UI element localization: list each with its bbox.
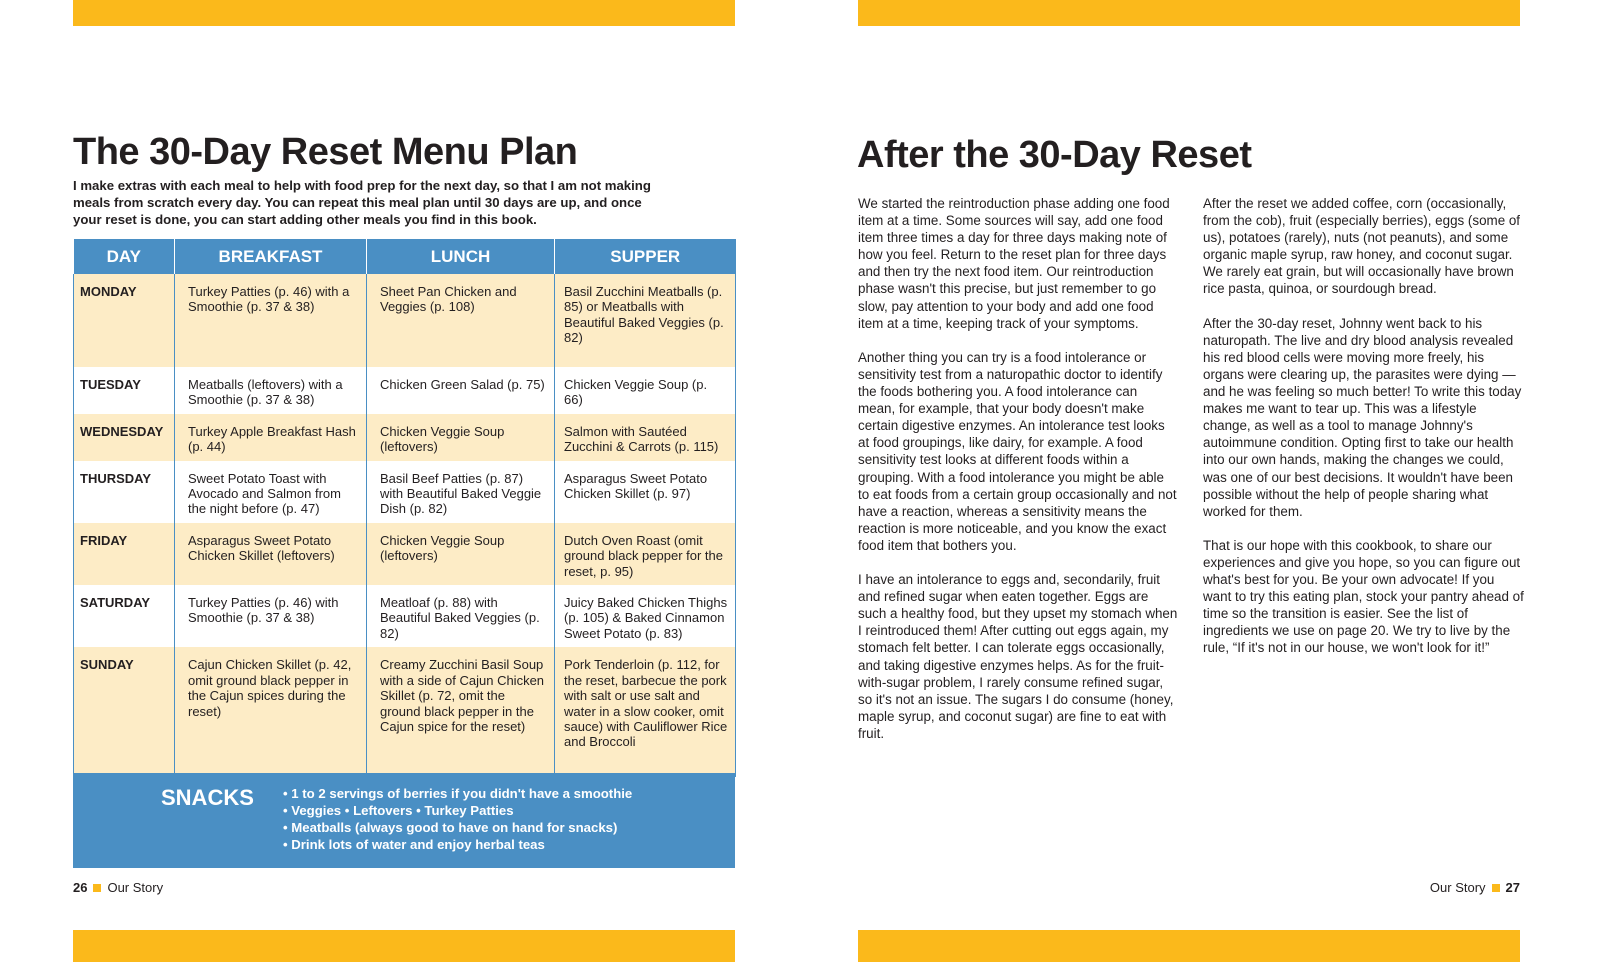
day-cell: SATURDAY	[74, 585, 175, 647]
header-lunch: LUNCH	[367, 239, 555, 274]
day-cell: THURSDAY	[74, 461, 175, 523]
lunch-cell: Sheet Pan Chicken and Veggies (p. 108)	[367, 274, 555, 367]
text-column-1	[858, 195, 1178, 759]
breakfast-cell: Sweet Potato Toast with Avocado and Salmon from the night before (p. 47)	[175, 461, 367, 523]
paragraph: That is our hope with this cookbook, to share our experiences and give you hope, so you can figure out what's best for you. Be your own advocate! If you want to try this eating plan, stock your pantry ahead of time so the transition is easier. See the list of ingredients we use on page 20. We try to live by the rule, “If it's not in our house, we won't look for it!”	[1203, 537, 1524, 656]
list-item: • Drink lots of water and enjoy herbal teas	[283, 836, 632, 853]
list-item: • Meatballs (always good to have on hand for snacks)	[283, 819, 632, 836]
menu-plan-table	[73, 239, 736, 777]
lunch-cell: Creamy Zucchini Basil Soup with a side of Cajun Chicken Skillet (p. 72, omit the ground black pepper in the Cajun spice for the reset)	[367, 647, 555, 777]
day-cell: SUNDAY	[74, 647, 175, 777]
paragraph: Another thing you can try is a food intolerance or sensitivity test from a naturopathic doctor to identify the foods bothering you. A food intolerance can mean, for example, that your body doesn't make certain digestive enzymes. An intolerance test looks at food groupings, like dairy, for example. A food sensitivity test looks at different foods within a grouping. With a food intolerance you might be able to eat foods from a certain group occasionally and not have a reaction, whereas a sensitivity means the reaction is more noticeable, and you know the exact food item that bothers you.	[858, 349, 1177, 553]
table-row	[74, 274, 736, 367]
bottom-accent-bar-right	[858, 930, 1520, 962]
list-item: • Veggies • Leftovers • Turkey Patties	[283, 802, 632, 819]
breakfast-cell: Meatballs (leftovers) with a Smoothie (p. 37 & 38)	[175, 367, 367, 414]
table-row	[74, 647, 736, 777]
section-name: Our Story	[1429, 880, 1486, 895]
section-name: Our Story	[107, 880, 164, 895]
day-cell: TUESDAY	[74, 367, 175, 414]
table-row	[74, 414, 736, 461]
lunch-cell: Chicken Green Salad (p. 75)	[367, 367, 555, 414]
table-header-row	[74, 239, 736, 274]
breakfast-cell: Cajun Chicken Skillet (p. 42, omit ground black pepper in the Cajun spices during the reset)	[175, 647, 367, 777]
supper-cell: Juicy Baked Chicken Thighs (p. 105) & Baked Cinnamon Sweet Potato (p. 83)	[555, 585, 736, 647]
paragraph: I have an intolerance to eggs and, secondarily, fruit and refined sugar when eaten together. Eggs are such a healthy food, but they upset my stomach when I reintroduced them! After cutting out eggs again, my stomach felt better. I can tolerate eggs occasionally, and taking digestive enzymes helps. As for the fruit-with-sugar problem, I rarely consume refined sugar, so it's not an issue. The sugars I do consume (honey, maple syrup, and coconut sugar) are fine to eat with fruit.	[858, 572, 1178, 741]
header-supper: SUPPER	[555, 239, 736, 274]
breakfast-cell: Turkey Patties (p. 46) with Smoothie (p. 37 & 38)	[175, 585, 367, 647]
table-row	[74, 461, 736, 523]
top-accent-bar-left	[73, 0, 735, 26]
paragraph: We started the reintroduction phase adding one food item at a time. Some sources will say, add one food item three times a day for three days making note of how you feel. Return to the reset plan for three days and then try the next food item. Our reintroduction phase wasn't this precise, but just remember to go slow, pay attention to your body and add one food item at a time, keeping track of your symptoms.	[858, 196, 1170, 331]
list-item: • 1 to 2 servings of berries if you didn't have a smoothie	[283, 785, 632, 802]
breakfast-cell: Turkey Apple Breakfast Hash (p. 44)	[175, 414, 367, 461]
page-number: 27	[1505, 880, 1520, 895]
supper-cell: Chicken Veggie Soup (p. 66)	[555, 367, 736, 414]
lunch-cell: Basil Beef Patties (p. 87) with Beautiful Baked Veggie Dish (p. 82)	[367, 461, 555, 523]
breakfast-cell: Asparagus Sweet Potato Chicken Skillet (leftovers)	[175, 523, 367, 585]
snacks-list	[283, 785, 632, 853]
bottom-accent-bar-left	[73, 930, 735, 962]
lunch-cell: Chicken Veggie Soup (leftovers)	[367, 414, 555, 461]
supper-cell: Salmon with Sautéed Zucchini & Carrots (p. 115)	[555, 414, 736, 461]
day-cell: WEDNESDAY	[74, 414, 175, 461]
breakfast-cell: Turkey Patties (p. 46) with a Smoothie (p. 37 & 38)	[175, 274, 367, 367]
snacks-title: SNACKS	[161, 785, 254, 810]
paragraph: After the reset we added coffee, corn (occasionally, from the cob), fruit (especially berries), eggs (some of us), potatoes (rarely), nuts (not peanuts), and some organic maple syrup, raw honey, and coconut sugar. We rarely eat grain, but will occasionally have brown rice pasta, quinoa, or sourdough bread.	[1203, 196, 1521, 297]
header-day: DAY	[74, 239, 175, 274]
snacks-box	[73, 773, 735, 868]
page-number: 26	[73, 880, 88, 895]
page-title-after-reset: After the 30-Day Reset	[857, 134, 1252, 176]
supper-cell: Asparagus Sweet Potato Chicken Skillet (p. 97)	[555, 461, 736, 523]
day-cell: FRIDAY	[74, 523, 175, 585]
day-cell: MONDAY	[74, 274, 175, 367]
page-title-menu-plan: The 30-Day Reset Menu Plan	[73, 131, 578, 173]
supper-cell: Pork Tenderloin (p. 112, for the reset, barbecue the pork with salt or use salt and water in a slow cooker, omit sauce) with Cauliflower Rice and Broccoli	[555, 647, 736, 777]
lunch-cell: Meatloaf (p. 88) with Beautiful Baked Veggies (p. 82)	[367, 585, 555, 647]
table-row	[74, 523, 736, 585]
square-bullet-icon	[1492, 884, 1500, 892]
table-row	[74, 585, 736, 647]
square-bullet-icon	[93, 884, 101, 892]
supper-cell: Dutch Oven Roast (omit ground black pepper for the reset, p. 95)	[555, 523, 736, 585]
table-row	[74, 367, 736, 414]
paragraph: After the 30-day reset, Johnny went back to his naturopath. The live and dry blood analysis revealed his red blood cells were moving more freely, his organs were clearing up, the parasites were dying — and he was feeling so much better! To write this today makes me want to tear up. This was a lifestyle change, as well as a tool to manage Johnny's autoimmune condition. Opting first to take our health into our own hands, making the changes we could, was one of our best decisions. It wouldn't have been possible without the help of people sharing what worked for them.	[1203, 315, 1522, 519]
supper-cell: Basil Zucchini Meatballs (p. 85) or Meatballs with Beautiful Baked Veggies (p. 82)	[555, 274, 736, 367]
text-column-2	[1203, 195, 1525, 674]
top-accent-bar-right	[858, 0, 1520, 26]
page-footer-right	[1430, 880, 1520, 895]
header-breakfast: BREAKFAST	[175, 239, 367, 274]
menu-plan-intro: I make extras with each meal to help with food prep for the next day, so that I am not making meals from scratch every day. You can repeat this meal plan until 30 days are up, and once your reset is done, you can start adding other meals you find in this book.	[73, 178, 651, 227]
page-footer-left	[73, 880, 163, 895]
lunch-cell: Chicken Veggie Soup (leftovers)	[367, 523, 555, 585]
